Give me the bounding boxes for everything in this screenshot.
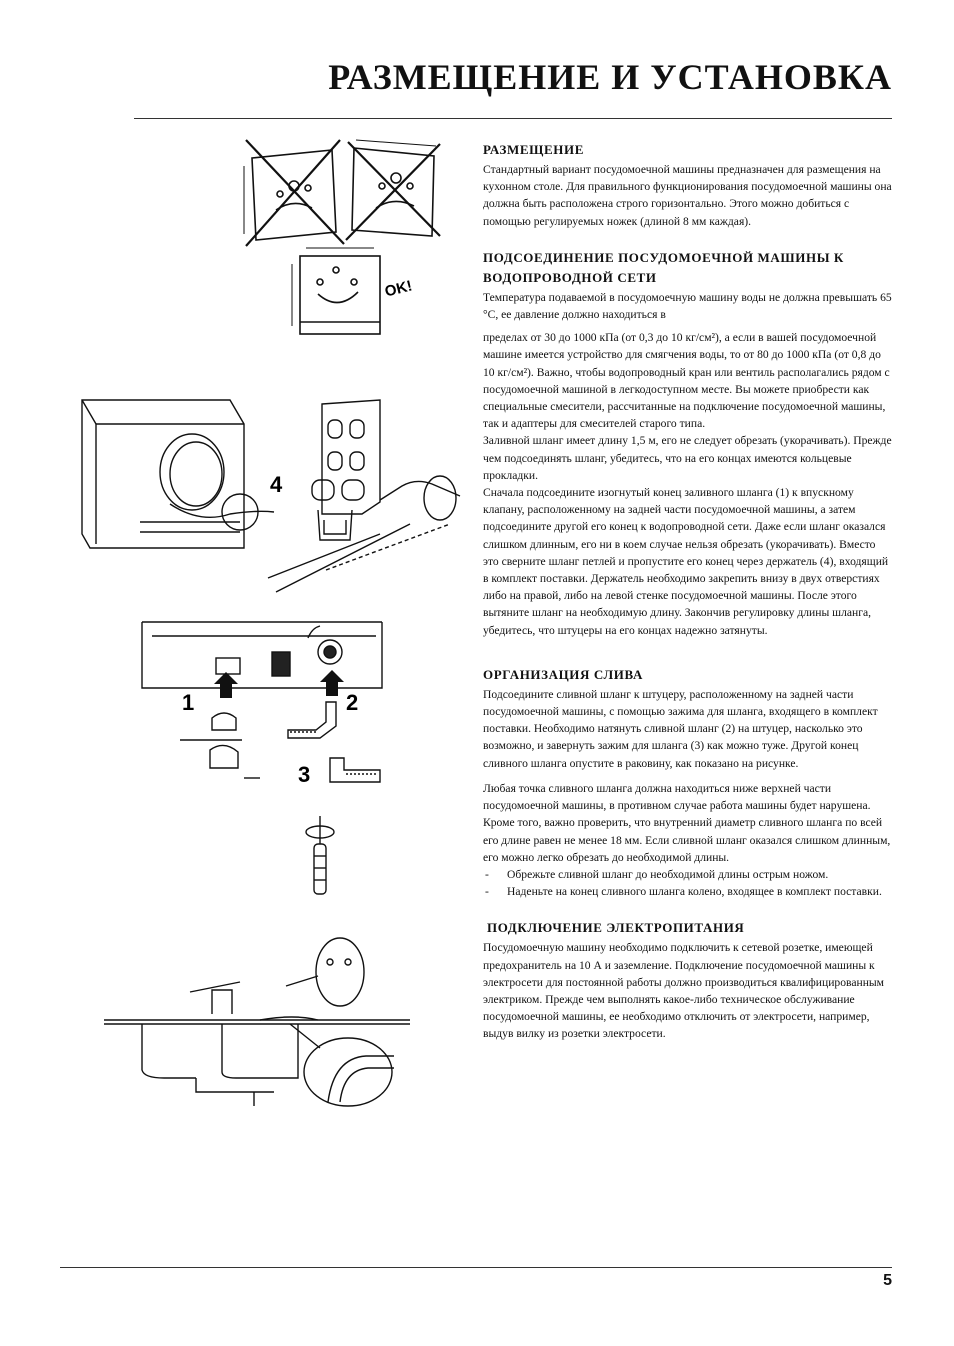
inlet-drain-illustration (140, 618, 385, 800)
water-paragraph-2: пределах от 30 до 1000 кПа (от 0,3 до 10 кг/см²), а если в вашей посудомоечной машине имеется устройство для смягчения воды, то от 80 до 1000 кПа (от 0,8 до 10 кг/см²). Важно, чтобы водопроводный кран или вентиль располагались рядом с посудомоечной машиной в легкодоступном месте. Вы можете приобрести как специальные смесители, рассчитанные на подключение посудомоечной машины, так и адаптеры для смесителей старого типа. (483, 331, 890, 431)
placement-heading: РАЗМЕЩЕНИЕ (483, 142, 584, 157)
clamp-label-3: 3 (298, 762, 311, 787)
list-item: - Обрежьте сливной шланг до необходимой длины острым ножом. (483, 866, 893, 883)
screwdriver-illustration (296, 814, 346, 898)
placement-section (483, 140, 893, 230)
water-paragraph-1: Температура подаваемой в посудомоечную машину воды не должна превышать 65 °С, ее давление должно находиться в (483, 290, 892, 322)
drain-paragraph-1: Подсоедините сливной шланг к штуцеру, расположенному на задней части посудомоечной машины, с помощью зажима для шланга, входящего в комплект поставки. Необходимо натянуть сливной шланг (2) на штуцер, насколько это возможно, и завернуть зажим для шланга (3) как можно туже. Другой конец сливного шланга опустите в раковину, как показано на рисунке. (483, 687, 878, 770)
inlet-drain-drawing (140, 618, 385, 800)
screwdriver-drawing (296, 814, 346, 898)
power-section (483, 918, 893, 1042)
placement-illustration (236, 136, 446, 348)
list-item: - Наденьте на конец сливного шланга колено, входящее в комплект поставки. (483, 883, 893, 900)
power-text: Посудомоечную машину необходимо подключить к сетевой розетке, имеющей предохранитель на 10 А и заземление. Подключение посудомоечной машины к электросети для постоянной работы должно производиться квалифицированным электриком. Прежде чем выполнять какое-либо техническое обслуживание посудомоечной машины, ее необходимо отключить от электросети, например, выдув вилку из розетки электросети. (483, 941, 885, 1041)
footer-divider (60, 1267, 892, 1268)
page-number: 5 (883, 1272, 892, 1289)
water-paragraph-4: Сначала подсоедините изогнутый конец заливного шланга (1) к впускному клапану, расположенному на задней части посудомоечной машины, а затем подсоедините другой его конец к водопроводной сети. Даже если шланг оказался слишком длинным, его ни в коем случае нельзя обрезать (укорачивать). Вместо это сверните шланг петлей и пропустите его конец через держатель (4), входящий в комплект поставки. Держатель необходимо закрепить внизу в двух отверстиях либо на правой, либо на левой стенке посудомоечной машины. После этого вытяните шланг на необходимую длину. Закончив регулировку длины шланга, убедитесь, что штуцеры на его концах надежно затянуты. (483, 486, 889, 637)
drain-label-2: 2 (346, 690, 359, 715)
inlet-label-1: 1 (182, 690, 195, 715)
holder-label-4: 4 (270, 472, 283, 497)
water-connection-illustration (80, 394, 475, 594)
water-connection-heading: ПОДСОЕДИНЕНИЕ ПОСУДОМОЕЧНОЙ МАШИНЫ К ВОДОПРОВОДНОЙ СЕТИ (483, 249, 844, 285)
drain-paragraph-2: Любая точка сливного шланга должна находиться ниже верхней части посудомоечной машины, в противном случае работа машины будет нарушена. Кроме того, важно проверить, что внутренний диаметр сливного шланга по всей его длине равен не менее 18 мм. Если сливной шланг оказался слишком длинным, его можно легко обрезать до необходимой длины. (483, 781, 891, 864)
drain-section (483, 665, 893, 900)
water-connection-drawing (80, 394, 475, 594)
drain-steps-list (483, 866, 893, 900)
header-divider (134, 118, 892, 119)
drain-heading: ОРГАНИЗАЦИЯ СЛИВА (483, 666, 643, 682)
placement-drawing (236, 136, 446, 348)
water-connection-section (483, 248, 893, 639)
power-heading: ПОДКЛЮЧЕНИЕ ЭЛЕКТРОПИТАНИЯ (487, 920, 745, 936)
placement-text: Стандартный вариант посудомоечной машины предназначен для размещения на кухонном столе. Для правильного функционирования посудомоечной машины она должна быть расположена строго горизонтально. Этого можно добиться с помощью регулируемых ножек (длиной 8 мм каждая). (483, 163, 892, 228)
water-paragraph-3: Заливной шланг имеет длину 1,5 м, его не следует обрезать (укорачивать). Прежде чем подсоединять шланг, убедитесь, что на его концах имеются кольцевые прокладки. (483, 434, 892, 482)
instructions-column (483, 140, 893, 1061)
ok-mark: OK! (383, 277, 414, 301)
sink-drain-illustration (104, 922, 414, 1108)
sink-drain-drawing (104, 922, 414, 1108)
page-title: РАЗМЕЩЕНИЕ И УСТАНОВКА (328, 57, 892, 97)
